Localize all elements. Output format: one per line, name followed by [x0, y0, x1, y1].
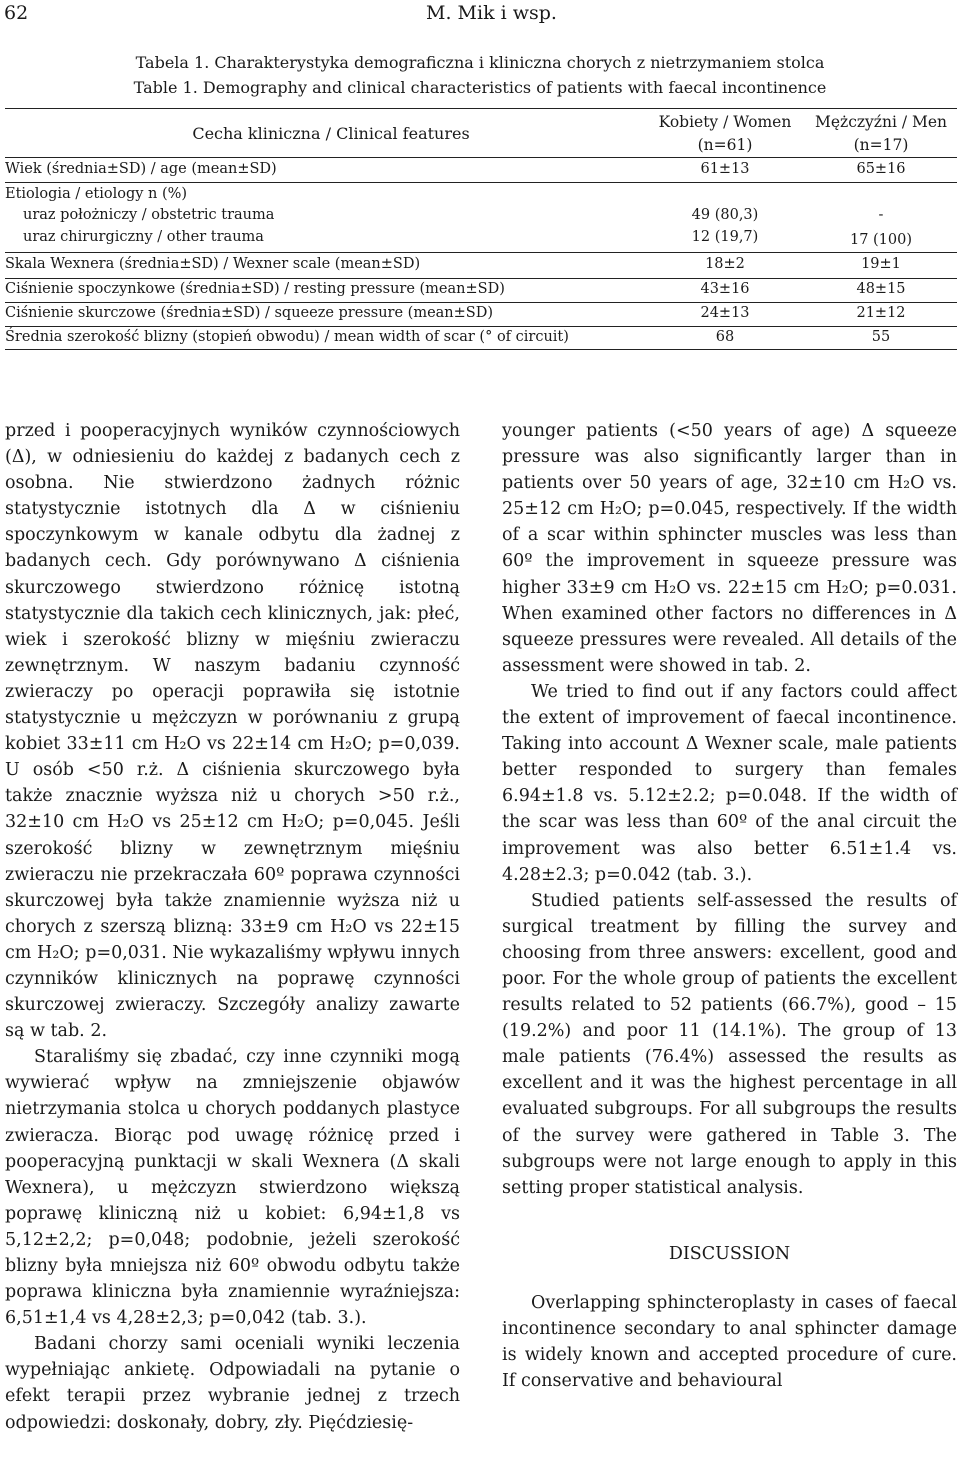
page-number: 62: [4, 2, 29, 24]
body-paragraph: younger patients (<50 years of age) Δ squeeze pressure was also significantly larger than in patients over 50 years of age, 32±10 cm H₂O vs. 25±12 cm H₂O; p=0.045, respectively. If the width of a scar within sphincter muscles was less than 60º the improvement in squeeze pressure was higher 33±9 cm H₂O vs. 22±15 cm H₂O; p=0.031. When examined other factors no differences in Δ squeeze pressures were revealed. All details of the assessment were showed in tab. 2.: [502, 421, 957, 676]
table-cell-men: 65±16: [856, 161, 906, 177]
body-paragraph: We tried to find out if any factors could affect the extent of improvement of faecal incontinence. Taking into account Δ Wexner scale, male patients better responded to surgery than females 6.94±1.8 vs. 5.12±2.2; p=0.048. If the width of the scar was less than 60º of the anal circuit the improvement was also better 6.51±1.4 vs. 4.28±2.3; p=0.042 (tab. 3.).: [502, 681, 957, 885]
right-text-column: [502, 418, 957, 1394]
body-paragraph: Overlapping sphincteroplasty in cases of faecal incontinence secondary to anal sphincter damage is widely known and accepted procedure of cure. If conservative and behavioural: [502, 1292, 957, 1392]
table-row-rule: [5, 252, 957, 253]
table-cell-women: 61±13: [700, 161, 750, 177]
page-header: [0, 0, 960, 30]
table-row-label: uraz położniczy / obstetric trauma: [23, 207, 275, 223]
body-paragraph: Staraliśmy się zbadać, czy inne czynniki mogą wywierać wpływ na zmniejszenie objawów nietrzymania stolca u chorych poddanych plastyce zwieracza. Biorąc pod uwagę różnicę przed i pooperacyjną punktacji w skali Wexnera (Δ skali Wexnera), u mężczyzn stwierdzono większą poprawę kliniczną niż u kobiet: 6,94±1,8 vs 5,12±2,2; p=0,048; podobnie, jeżeli szerokość blizny była mniejsza niż 60º obwodu odbytu także poprawa kliniczna była znamiennie wyraźniejsza: 6,51±1,4 vs 4,28±2,3; p=0,042 (tab. 3.).: [5, 1047, 460, 1329]
table-row-rule: [5, 326, 957, 327]
table-cell-men: 17 (100): [849, 232, 913, 248]
section-heading: DISCUSSION: [668, 1243, 791, 1264]
table-row-label: Etiologia / etiology n (%): [5, 186, 188, 202]
table-row-label: Ciśnienie spoczynkowe (średnia±SD) / resting pressure (mean±SD): [5, 281, 505, 297]
table-cell-women: 12 (19,7): [691, 229, 759, 245]
table-cell-women: 18±2: [705, 256, 745, 272]
body-paragraph: Badani chorzy sami oceniali wyniki leczenia wypełniając ankietę. Odpowiadali na pytanie o efekt terapii przez wybranie jednej z trzech odpowiedzi: doskonały, dobry, zły. Pięćdziesię-: [5, 1334, 460, 1433]
left-text-column: [5, 418, 460, 1436]
table-row-label: Ciśnienie skurczowe (średnia±SD) / squeeze pressure (mean±SD): [5, 305, 493, 321]
table-cell-men: 19±1: [861, 256, 901, 272]
column-header-men: Mężczyźni / Men: [814, 113, 948, 131]
table-caption-pl: Tabela 1. Charakterystyka demograficzna i kliniczna chorych z nietrzymaniem stolca: [135, 53, 825, 72]
table-row-label: Skala Wexnera (średnia±SD) / Wexner scale (mean±SD): [5, 256, 421, 272]
table-cell-men: 55: [871, 329, 891, 345]
body-paragraph: przed i pooperacyjnych wyników czynnościowych (Δ), w odniesieniu do każdej z badanych cech z osobna. Nie stwierdzono żadnych różnic statystycznie istotnych dla Δ w ciśnieniu spoczynkowym w kanale odbytu dla żadnej z badanych cech. Gdy porównywano Δ ciśnienia skurczowego stwierdzono różnicę istotną statystycznie dla takich cech klinicznych, jak: płeć, wiek i szerokość blizny w mięśniu zwieraczu zewnętrznym. W naszym badaniu czynność zwieraczy po operacji poprawiła się istotnie statystycznie u mężczyzn w porównaniu z grupą kobiet 33±11 cm H₂O vs 22±14 cm H₂O; p=0,039. U osób <50 r.ż. Δ ciśnienia skurczowego była także znacznie wyższa niż u chorych >50 r.ż., 32±10 cm H₂O vs 25±12 cm H₂O; p=0,045. Jeśli szerokość blizny w zewnętrznym mięśniu zwieraczu nie przekraczała 60º poprawa czynności skurczowej była także znamiennie wyższa niż u chorych z szerszą blizną: 33±9 cm H₂O vs 22±15 cm H₂O; p=0,031. Nie wykazaliśmy wpływu innych czynników klinicznych na poprawę czynności skurczowej zwieraczy. Szczegóły analizy zawarte są w tab. 2.: [5, 421, 460, 1042]
running-title: M. Mik i wsp.: [426, 2, 557, 24]
table-row-rule: [5, 278, 957, 279]
table-cell-men: -: [878, 207, 884, 223]
table-row-label: uraz chirurgiczny / other trauma: [23, 229, 264, 245]
table-cell-women: 68: [715, 329, 735, 345]
column-header-feature: Cecha kliniczna / Clinical features: [192, 124, 470, 143]
column-header-women-n: (n=61): [697, 136, 753, 154]
table-row-label: Średnia szerokość blizny (stopień obwodu) / mean width of scar (° of circuit): [5, 329, 569, 345]
table-header-rule: [5, 157, 957, 158]
column-header-women: Kobiety / Women: [658, 113, 792, 131]
table-bottom-rule: [5, 349, 957, 350]
table-row-rule: [5, 302, 957, 303]
table-cell-men: 21±12: [856, 305, 906, 321]
table-top-rule: [5, 108, 957, 109]
table-cell-women: 24±13: [700, 305, 750, 321]
column-header-men-n: (n=17): [853, 136, 909, 154]
table-cell-women: 49 (80,3): [691, 207, 759, 223]
table-caption-en: Table 1. Demography and clinical characteristics of patients with faecal incontinence: [133, 78, 827, 97]
table-row-label: Wiek (średnia±SD) / age (mean±SD): [5, 161, 277, 177]
table-row-rule: [5, 182, 957, 183]
table-cell-women: 43±16: [700, 281, 750, 297]
table-cell-men: 48±15: [856, 281, 906, 297]
body-paragraph: Studied patients self-assessed the results of surgical treatment by filling the survey and choosing from three answers: excellent, good and poor. For the whole group of patients the excellent results related to 52 patients (66.7%), good – 15 (19.2%) and poor 11 (14.1%). The group of 13 male patients (76.4%) assessed the results as excellent and it was the highest percentage in all evaluated subgroups. For all subgroups the results of the survey were gathered in Table 3. The subgroups were not large enough to apply in this setting proper statistical analysis.: [502, 890, 957, 1198]
